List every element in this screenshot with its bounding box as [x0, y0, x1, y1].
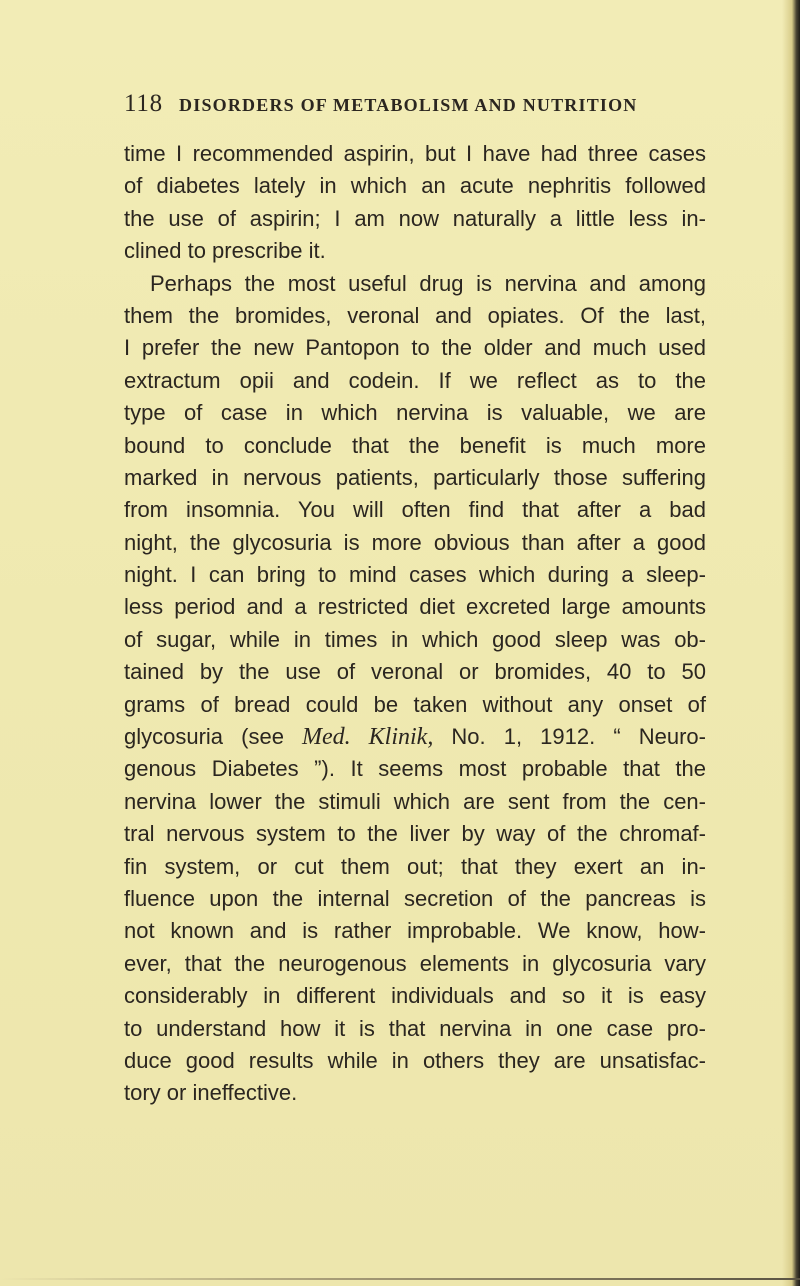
text-line: nervina lower the stimuli which are sent from the cen- — [124, 788, 706, 814]
text-line: clined to prescribe it. — [124, 238, 326, 264]
citation-before: glycosuria (see — [124, 724, 303, 750]
journal-title: Med. Klinik, — [302, 724, 434, 751]
text-line: genous Diabetes ”). It seems most probable that the — [124, 756, 706, 782]
text-line: them the bromides, veronal and opiates. Of the last, — [124, 302, 706, 328]
text-line: Perhaps the most useful drug is nervina and among — [150, 270, 706, 296]
text-line: to understand how it is that nervina in one case pro- — [124, 1015, 706, 1041]
text-line: fluence upon the internal secretion of the pancreas is — [124, 885, 706, 911]
text-line: I prefer the new Pantopon to the older and much used — [124, 335, 706, 361]
body-text — [124, 138, 706, 1110]
text-line: not known and is rather improbable. We know, how- — [124, 918, 706, 944]
running-head-title: DISORDERS OF METABOLISM AND NUTRITION — [179, 95, 638, 115]
text-line: fin system, or cut them out; that they exert an in- — [124, 853, 706, 879]
text-line: grams of bread could be taken without any onset of — [124, 691, 706, 717]
text-line: extractum opii and codein. If we reflect as to the — [124, 367, 706, 393]
text-line: of sugar, while in times in which good sleep was ob- — [124, 626, 706, 652]
citation-after: No. 1, 1912. “ Neuro- — [433, 724, 706, 750]
text-line: tral nervous system to the liver by way of the chromaf- — [124, 821, 706, 847]
text-line: tained by the use of veronal or bromides, 40 to 50 — [124, 659, 706, 685]
citation-line — [124, 721, 706, 753]
text-line: considerably in different individuals and so it is easy — [124, 983, 706, 1009]
page-edge-shadow — [782, 0, 800, 1286]
page-bottom-edge — [0, 1278, 800, 1280]
text-line: the use of aspirin; I am now naturally a little less in- — [124, 205, 706, 231]
text-line: type of case in which nervina is valuable, we are — [124, 400, 706, 426]
text-line: ever, that the neurogenous elements in glycosuria vary — [124, 950, 706, 976]
running-head — [124, 90, 664, 118]
text-line: marked in nervous patients, particularly those suffering — [124, 464, 706, 490]
text-line: night. I can bring to mind cases which during a sleep- — [124, 562, 706, 588]
text-line: duce good results while in others they are unsatisfac- — [124, 1047, 706, 1073]
text-line: of diabetes lately in which an acute nephritis followed — [124, 173, 706, 199]
text-line: from insomnia. You will often find that after a bad — [124, 497, 706, 523]
text-line: tory or ineffective. — [124, 1080, 298, 1106]
text-line: bound to conclude that the benefit is much more — [124, 432, 706, 458]
text-line: less period and a restricted diet excreted large amounts — [124, 594, 706, 620]
text-line: night, the glycosuria is more obvious than after a good — [124, 529, 706, 555]
page-number: 118 — [124, 90, 163, 117]
text-line: time I recommended aspirin, but I have had three cases — [124, 141, 706, 166]
